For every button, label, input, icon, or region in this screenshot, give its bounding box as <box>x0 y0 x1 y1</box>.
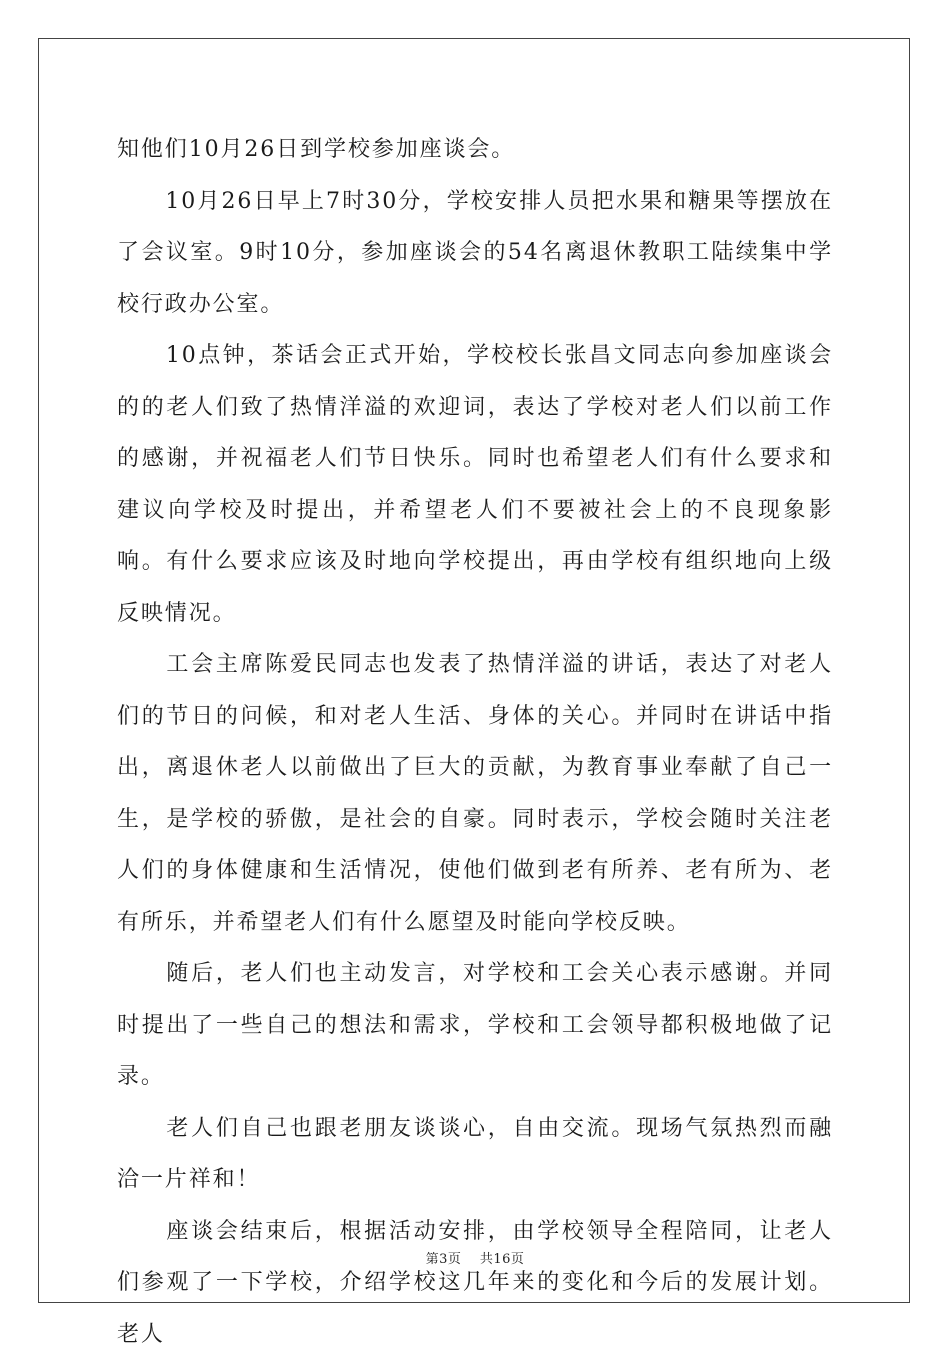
paragraph: 知他们10月26日到学校参加座谈会。 <box>117 124 833 176</box>
paragraph: 工会主席陈爱民同志也发表了热情洋溢的讲话，表达了对老人们的节日的问候，和对老人生活、身体的关心。并同时在讲话中指出，离退休老人以前做出了巨大的贡献，为教育事业奉献了自己一生，是学校的骄傲，是社会的自豪。同时表示，学校会随时关注老人们的身体健康和生活情况，使他们做到老有所养、老有所为、老有所乐，并希望老人们有什么愿望及时能向学校反映。 <box>117 639 833 948</box>
paragraph: 随后，老人们也主动发言，对学校和工会关心表示感谢。并同时提出了一些自己的想法和需求，学校和工会领导都积极地做了记录。 <box>117 948 833 1103</box>
paragraph: 座谈会结束后，根据活动安排，由学校领导全程陪同，让老人们参观了一下学校，介绍学校这几年来的变化和今后的发展计划。老人 <box>117 1206 833 1360</box>
paragraph: 10点钟，茶话会正式开始，学校校长张昌文同志向参加座谈会的的老人们致了热情洋溢的欢迎词，表达了学校对老人们以前工作的感谢，并祝福老人们节日快乐。同时也希望老人们有什么要求和建议向学校及时提出，并希望老人们不要被社会上的不良现象影响。有什么要求应该及时地向学校提出，再由学校有组织地向上级反映情况。 <box>117 330 833 639</box>
page-total: 共16页 <box>480 1252 525 1267</box>
document-body <box>117 124 833 1360</box>
page-number: 第3页 <box>426 1252 462 1267</box>
paragraph: 10月26日早上7时30分，学校安排人员把水果和糖果等摆放在了会议室。9时10分，参加座谈会的54名离退休教职工陆续集中学校行政办公室。 <box>117 176 833 331</box>
page-footer <box>0 1248 950 1267</box>
paragraph: 老人们自己也跟老朋友谈谈心，自由交流。现场气氛热烈而融洽一片祥和！ <box>117 1103 833 1206</box>
